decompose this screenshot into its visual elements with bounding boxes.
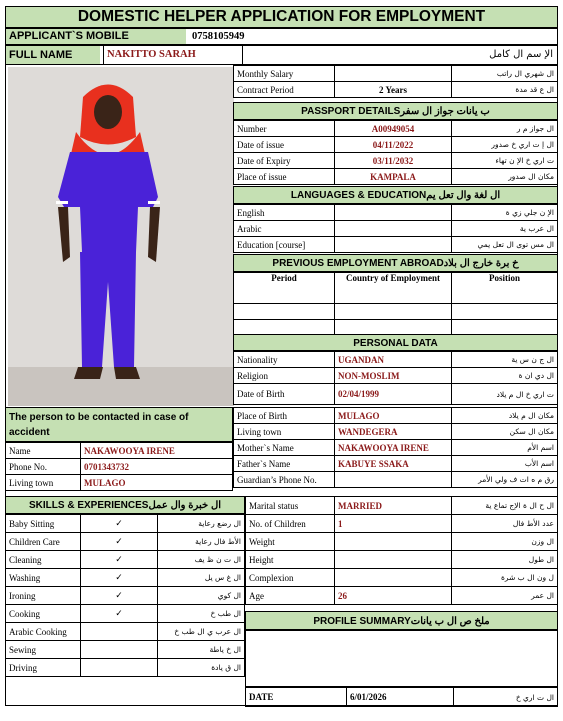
physical-table (245, 496, 558, 605)
date-value: 6/01/2026 (347, 688, 454, 707)
title-bar (5, 6, 558, 28)
dob-label: Date of Birth (234, 384, 335, 405)
place-of-birth-label: Place of Birth (234, 408, 335, 424)
living-town-arabic: مكان ال سكن (452, 424, 558, 440)
weight-value (335, 533, 452, 551)
place-of-issue-label: Place of issue (234, 169, 335, 185)
english-arabic: الإ ن جلي زي ة (452, 205, 558, 221)
english-label: English (234, 205, 335, 221)
mother-name-arabic: اسم الأم (452, 440, 558, 456)
full-name-label: FULL NAME (6, 46, 100, 64)
passport-number-arabic: ال جواز م ر (452, 121, 558, 137)
table-row (234, 205, 558, 221)
table-row (6, 515, 245, 533)
table-row (234, 352, 558, 368)
salary-value (335, 66, 452, 82)
place-of-birth-value: MULAGO (335, 408, 452, 424)
table-row (6, 459, 233, 475)
table-row (246, 688, 558, 707)
mother-name-value: NAKAWOOYA IRENE (335, 440, 452, 456)
full-name-row (5, 45, 558, 65)
page-title: DOMESTIC HELPER APPLICATION FOR EMPLOYMENT (77, 8, 486, 25)
skill-arabic: ال خ ياطة (158, 641, 245, 659)
table-row (234, 121, 558, 137)
living-town-label: Living town (234, 424, 335, 440)
height-value (335, 551, 452, 569)
table-row (234, 368, 558, 384)
date-table (245, 687, 558, 707)
children-label: No. of Children (246, 515, 335, 533)
contact-town-label: Living town (6, 475, 81, 491)
table-row (234, 82, 558, 98)
check-icon: ✓ (81, 569, 158, 587)
table-row (246, 497, 558, 515)
arabic-label: Arabic (234, 221, 335, 237)
skills-header: SKILLS & EXPERIENCESال خبرة وال عمل (5, 496, 245, 514)
complexion-arabic: ل ون ال ب شرة (452, 569, 558, 587)
table-row (234, 408, 558, 424)
profile-summary-body (245, 630, 558, 687)
expiry-date-arabic: ت اري خ الإ ن تهاء (452, 153, 558, 169)
position-column-header: Position (452, 273, 558, 304)
table-row (234, 237, 558, 253)
table-row (246, 569, 558, 587)
personal-data-header: PERSONAL DATA (233, 334, 558, 351)
salary-label: Monthly Salary (234, 66, 335, 82)
check-icon: ✓ (81, 587, 158, 605)
table-row (6, 443, 233, 459)
table-row (234, 440, 558, 456)
previous-employment-table (233, 272, 558, 336)
nationality-arabic: ال ج ن س ية (452, 352, 558, 368)
table-row (246, 587, 558, 605)
skill-label: Ironing (6, 587, 81, 605)
skill-arabic: ال طب خ (158, 605, 245, 623)
height-label: Height (246, 551, 335, 569)
skill-arabic: ال كوي (158, 587, 245, 605)
skill-arabic: ال غ س يل (158, 569, 245, 587)
check-icon: ✓ (81, 533, 158, 551)
table-row (234, 221, 558, 237)
check-icon: ✓ (81, 515, 158, 533)
nationality-value: UGANDAN (335, 352, 452, 368)
religion-value: NON-MOSLIM (335, 368, 452, 384)
table-row (6, 587, 245, 605)
previous-employment-header: PREVIOUS EMPLOYMENT ABROADخ برة خارج ال بلاد (233, 254, 558, 272)
weight-arabic: ال وزن (452, 533, 558, 551)
languages-table (233, 204, 558, 253)
table-row (234, 456, 558, 472)
contract-value: 2 Years (335, 82, 452, 98)
guardian-phone-label: Guardian’s Phone No. (234, 472, 335, 488)
table-row (234, 137, 558, 153)
table-row (234, 273, 558, 304)
weight-label: Weight (246, 533, 335, 551)
complexion-label: Complexion (246, 569, 335, 587)
check-icon: ✓ (81, 551, 158, 569)
place-of-issue-value: KAMPALA (335, 169, 452, 185)
full-name-value: NAKITTO SARAH (103, 46, 243, 64)
place-of-birth-arabic: مكان ال م يلاد (452, 408, 558, 424)
guardian-phone-value (335, 472, 452, 488)
personal-table (233, 351, 558, 405)
skill-label: Children Care (6, 533, 81, 551)
table-row (234, 424, 558, 440)
skill-label: Cooking (6, 605, 81, 623)
expiry-date-value: 03/11/2032 (335, 153, 452, 169)
skills-table (5, 514, 245, 677)
contact-phone-value: 0701343732 (81, 459, 233, 475)
contact-header: The person to be contacted in case of accident (9, 412, 189, 438)
table-row (246, 515, 558, 533)
issue-date-arabic: ال إ ت اري خ صدور (452, 137, 558, 153)
age-label: Age (246, 587, 335, 605)
height-arabic: ال طول (452, 551, 558, 569)
mobile-row (5, 28, 558, 45)
table-row (246, 551, 558, 569)
arabic-arabic: ال عرب ية (452, 221, 558, 237)
skill-label: Arabic Cooking (6, 623, 81, 641)
personal-table-2 (233, 407, 558, 488)
contact-name-label: Name (6, 443, 81, 459)
table-row (6, 569, 245, 587)
education-arabic: ال مس توى ال تعل يمي (452, 237, 558, 253)
languages-header: LANGUAGES & EDUCATIONال لغة وال تعل يم (233, 186, 558, 204)
table-row (234, 472, 558, 488)
table-row (234, 304, 558, 320)
education-value (335, 237, 452, 253)
issue-date-label: Date of issue (234, 137, 335, 153)
living-town-value: WANDEGERA (335, 424, 452, 440)
table-row (6, 533, 245, 551)
dob-value: 02/04/1999 (335, 384, 452, 405)
contract-arabic: ال ع قد مدة (452, 82, 558, 98)
period-column-header: Period (234, 273, 335, 304)
applicant-photo-image (8, 67, 234, 406)
contact-header-box (5, 407, 233, 442)
father-name-arabic: اسم الأب (452, 456, 558, 472)
table-row (234, 384, 558, 405)
children-value: 1 (335, 515, 452, 533)
table-row (234, 153, 558, 169)
marital-status-label: Marital status (246, 497, 335, 515)
religion-label: Religion (234, 368, 335, 384)
date-label: DATE (246, 688, 347, 707)
table-row (246, 533, 558, 551)
contact-name-value: NAKAWOOYA IRENE (81, 443, 233, 459)
check-icon: ✓ (81, 605, 158, 623)
children-arabic: عدد الأط فال (452, 515, 558, 533)
complexion-value (335, 569, 452, 587)
father-name-value: KABUYE SSAKA (335, 456, 452, 472)
dob-arabic: ت اري خ ال م يلاد (452, 384, 558, 405)
check-icon (81, 659, 158, 677)
mobile-value: 0758105949 (192, 31, 245, 42)
place-of-issue-arabic: مكان ال صدور (452, 169, 558, 185)
religion-arabic: ال دي ان ة (452, 368, 558, 384)
mobile-label: APPLICANT`S MOBILE (6, 29, 186, 44)
profile-summary-header: PROFILE SUMMARYملخ ص ال ب يانات (245, 611, 558, 630)
contact-town-value: MULAGO (81, 475, 233, 491)
age-value: 26 (335, 587, 452, 605)
marital-status-value: MARRIED (335, 497, 452, 515)
table-row (234, 66, 558, 82)
passport-number-value: A00949054 (335, 121, 452, 137)
expiry-date-label: Date of Expiry (234, 153, 335, 169)
education-label: Education [course] (234, 237, 335, 253)
issue-date-value: 04/11/2022 (335, 137, 452, 153)
mother-name-label: Mother`s Name (234, 440, 335, 456)
skill-arabic: الأط فال رعاية (158, 533, 245, 551)
table-row (234, 169, 558, 185)
arabic-value (335, 221, 452, 237)
table-row (6, 623, 245, 641)
table-row (6, 605, 245, 623)
skill-label: Cleaning (6, 551, 81, 569)
passport-header: PASSPORT DETAILSب يانات جواز ال سفر (233, 102, 558, 120)
table-row (6, 475, 233, 491)
father-name-label: Father`s Name (234, 456, 335, 472)
skill-label: Washing (6, 569, 81, 587)
contact-phone-label: Phone No. (6, 459, 81, 475)
passport-table (233, 120, 558, 185)
date-arabic: ال ت اري خ (454, 688, 558, 707)
skill-arabic: ال ق يادة (158, 659, 245, 677)
english-value (335, 205, 452, 221)
country-column-header: Country of Employment (335, 273, 452, 304)
contract-label: Contract Period (234, 82, 335, 98)
skill-label: Baby Sitting (6, 515, 81, 533)
full-name-arabic: الإ سم ال كامل (489, 49, 553, 60)
passport-number-label: Number (234, 121, 335, 137)
contract-table (233, 65, 558, 98)
table-row (6, 551, 245, 569)
check-icon (81, 641, 158, 659)
skill-label: Sewing (6, 641, 81, 659)
skill-arabic: ال رضع رعاية (158, 515, 245, 533)
marital-status-arabic: ال ح ال ة الإج تماع ية (452, 497, 558, 515)
contact-table (5, 442, 233, 491)
applicant-photo (8, 67, 234, 406)
guardian-phone-arabic: رق م ه ات ف ولي الأمر (452, 472, 558, 488)
skill-arabic: ال ت ن ظ يف (158, 551, 245, 569)
nationality-label: Nationality (234, 352, 335, 368)
table-row (6, 659, 245, 677)
age-arabic: ال عمر (452, 587, 558, 605)
skill-label: Driving (6, 659, 81, 677)
table-row (6, 641, 245, 659)
skill-arabic: ال عرب ي ال طب خ (158, 623, 245, 641)
salary-arabic: ال شهري ال راتب (452, 66, 558, 82)
check-icon (81, 623, 158, 641)
